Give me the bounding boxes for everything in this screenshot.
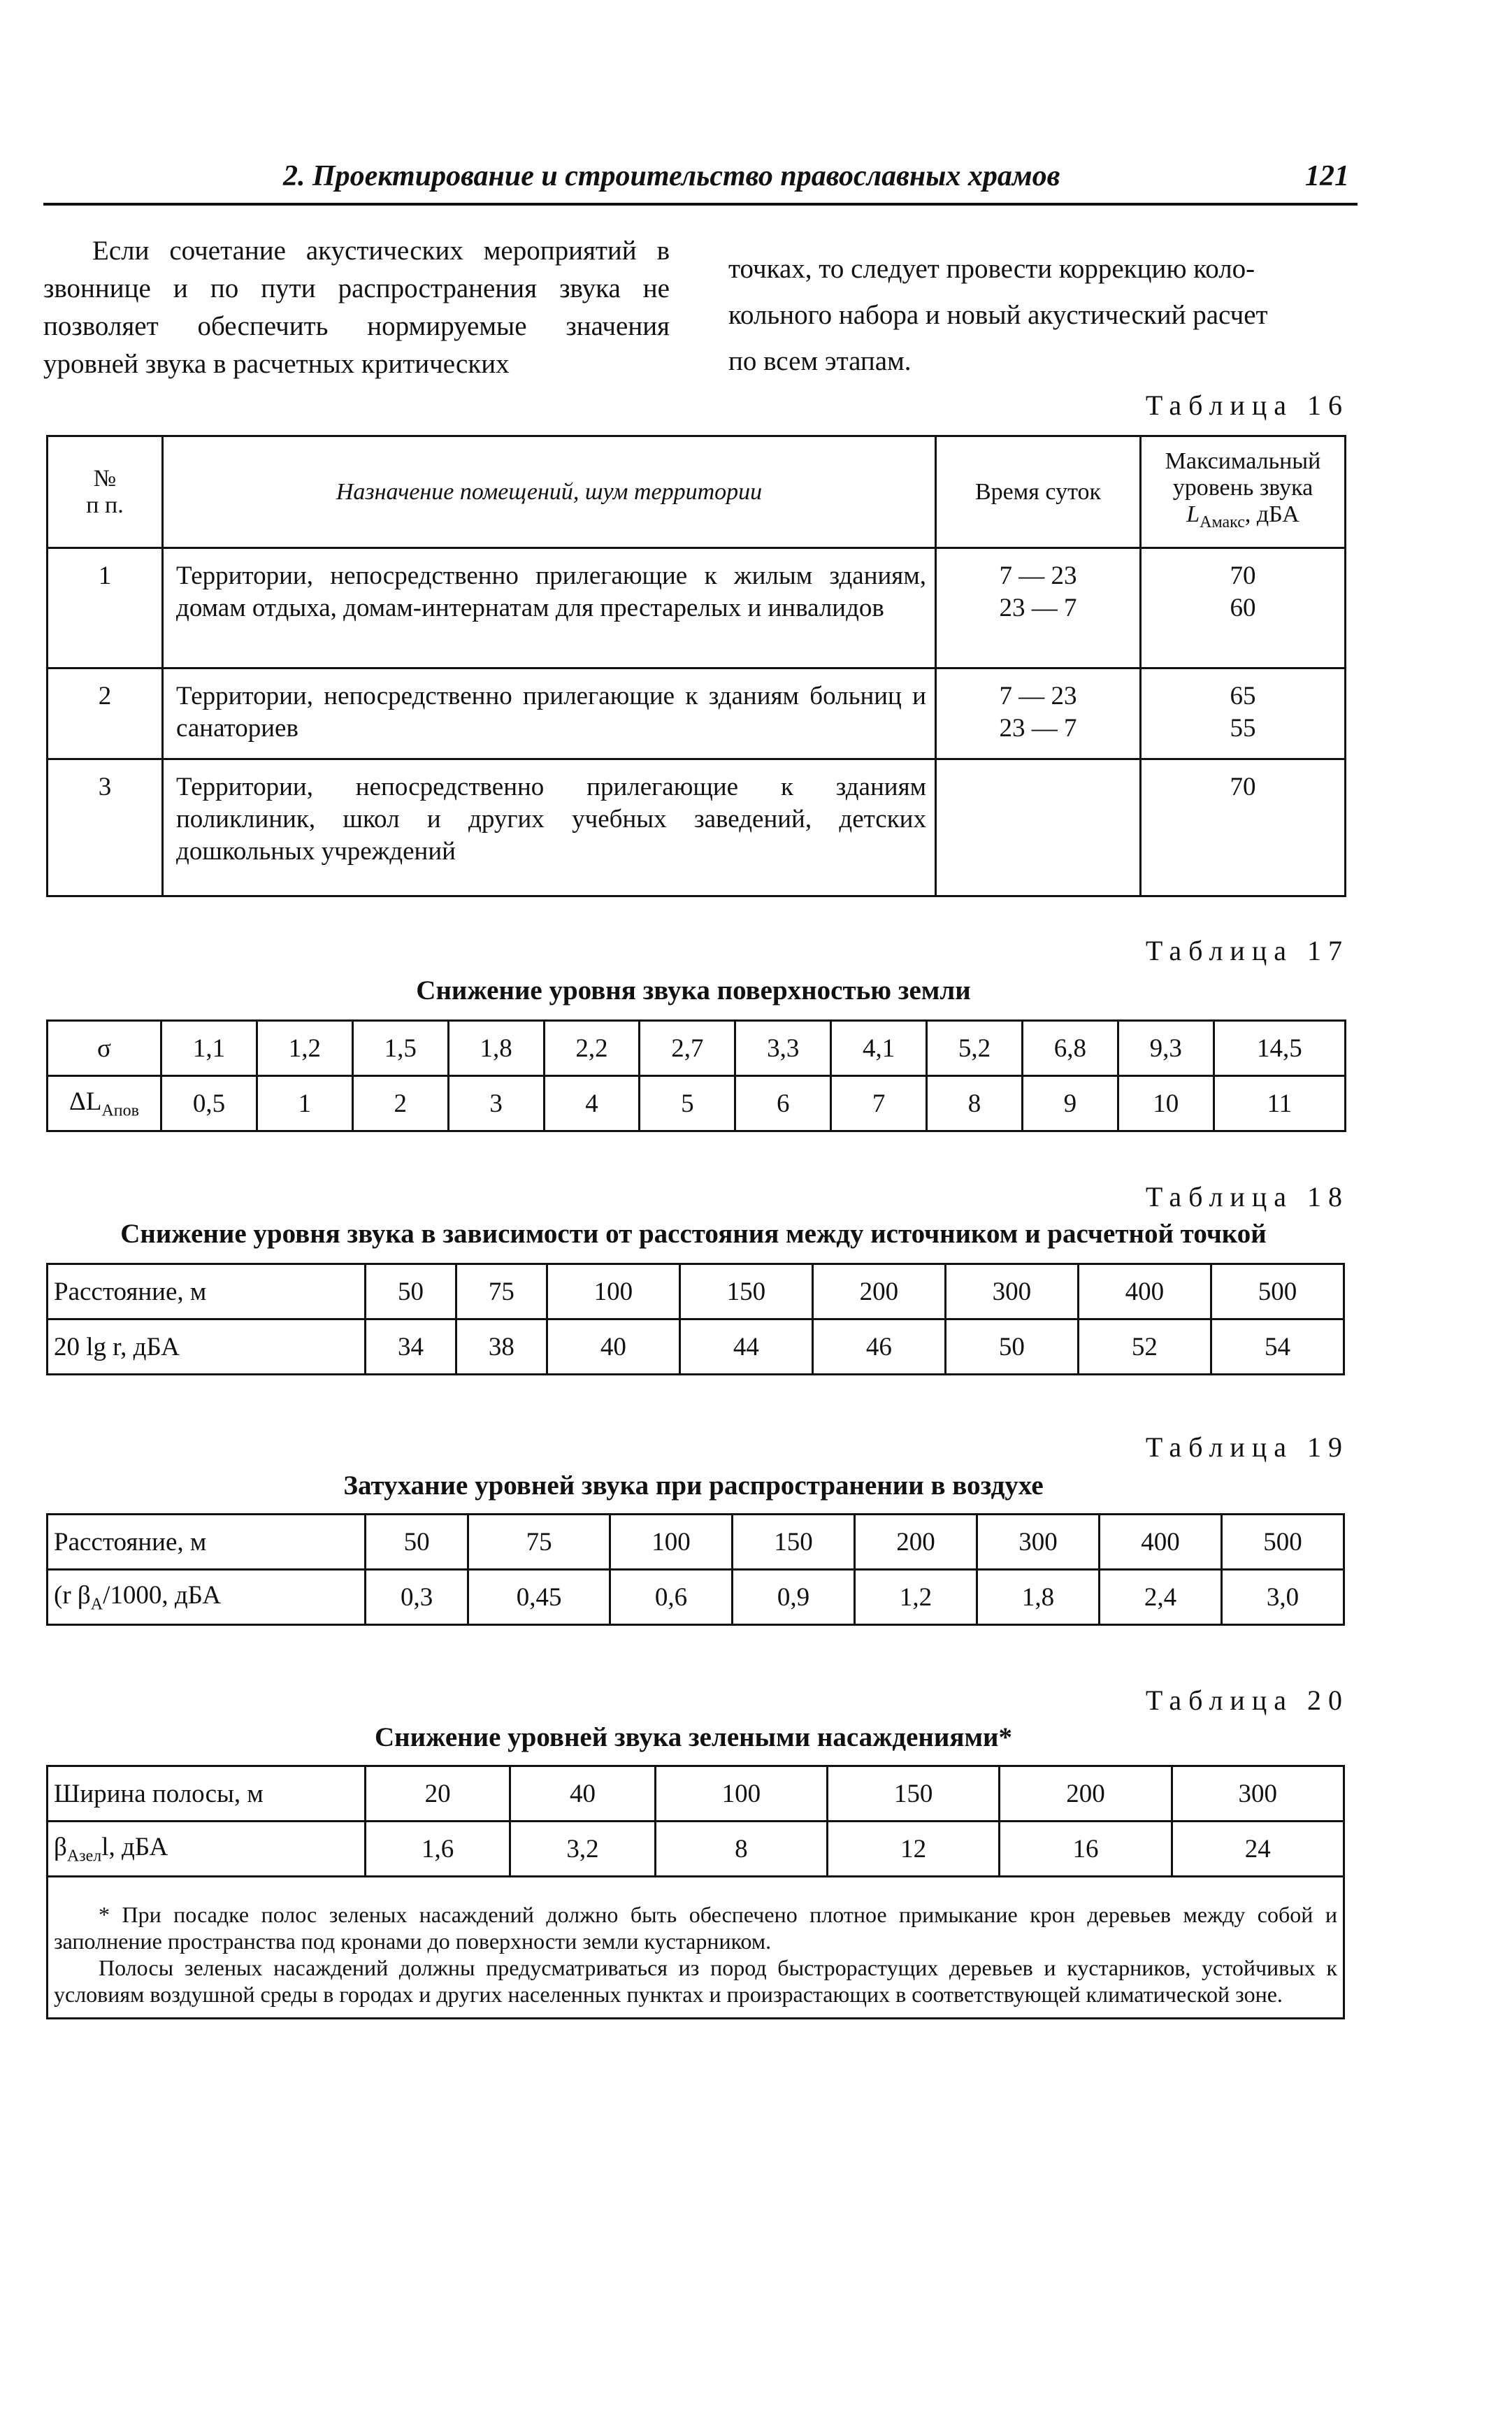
table-cell: 150	[732, 1515, 854, 1570]
table-cell: 2,2	[544, 1021, 640, 1076]
table18	[46, 1263, 1345, 1375]
table-row	[48, 1570, 1344, 1625]
table20-note-row	[48, 1877, 1344, 2019]
table-cell: 1,1	[161, 1021, 257, 1076]
table17-row1-label: σ	[48, 1021, 161, 1076]
table17	[46, 1020, 1346, 1132]
table-cell: 40	[510, 1766, 655, 1822]
table20-title: Снижение уровней звука зелеными насаждениями*	[374, 1722, 1013, 1752]
table-cell: 40	[547, 1319, 679, 1375]
table-cell: 3	[448, 1076, 544, 1131]
page-number: 121	[1305, 160, 1349, 192]
table-cell: 200	[1000, 1766, 1172, 1822]
table-cell: 1	[257, 1076, 352, 1131]
table-cell: 5	[640, 1076, 735, 1131]
table-cell: 500	[1211, 1264, 1344, 1319]
table20-note-2: Полосы зеленых насаждений должны предусматриваться из пород быстрорастущих деревьев и кустарников, устойчивых к условиям воздушной среды в городах и других населенных пунктах и произрастающих в соответствующей климатической зоне.	[54, 1955, 1337, 2007]
intro-right-line: точках, то следует провести коррекцию коло-	[728, 254, 1255, 284]
table16-header-time: Время суток	[936, 436, 1141, 548]
table-row	[48, 1766, 1344, 1822]
table-cell: 50	[366, 1264, 456, 1319]
table-cell: 200	[854, 1515, 977, 1570]
table16-header-num: № п п.	[48, 436, 163, 548]
table-cell: 44	[679, 1319, 812, 1375]
table-cell: 0,9	[732, 1570, 854, 1625]
table20-caption: Таблица 20	[1145, 1684, 1349, 1716]
page-header-title: 2. Проектирование и строительство православных храмов	[283, 160, 1060, 192]
table-cell: 75	[456, 1264, 547, 1319]
table-row	[48, 1822, 1344, 1877]
table-cell: 3,3	[735, 1021, 831, 1076]
table17-row2-label: $\Delta L_{Апов}$	[48, 1076, 161, 1131]
table-cell: 7	[831, 1076, 927, 1131]
table-row: 3 Территории, непосредственно прилегающие к зданиям поликлиник, школ и других учебных заведений, детских дошкольных учреждений 70	[48, 759, 1346, 896]
table-cell: 100	[655, 1766, 827, 1822]
table18-title: Снижение уровня звука в зависимости от расстояния между источником и расчетной точкой	[120, 1219, 1267, 1249]
table-cell: 16	[1000, 1822, 1172, 1877]
table-row	[48, 1076, 1346, 1131]
table-cell: 50	[945, 1319, 1078, 1375]
table-cell: 1,2	[257, 1021, 352, 1076]
table16	[46, 435, 1346, 897]
table20-note	[48, 1877, 1344, 2019]
table19	[46, 1513, 1345, 1626]
table-cell: 50	[366, 1515, 468, 1570]
table18-row2-label: 20 lg r, дБА	[48, 1319, 366, 1375]
table16-header-purpose: Назначение помещений, шум территории	[163, 436, 936, 548]
table-row: 1 Территории, непосредственно прилегающие к жилым зданиям, домам отдыха, домам-интернатам для престарелых и инвалидов 7 — 23 23 — 7 70 60	[48, 548, 1346, 668]
table-cell: 0,3	[366, 1570, 468, 1625]
table-cell: 46	[812, 1319, 945, 1375]
table20-note-1: * При посадке полос зеленых насаждений должно быть обеспечено плотное примыкание крон деревьев между собой и заполнение пространства под кронами до поверхности земли кустарником.	[54, 1902, 1337, 1954]
table-cell: 0,45	[468, 1570, 610, 1625]
table-cell: 6,8	[1022, 1021, 1118, 1076]
table-cell: 300	[945, 1264, 1078, 1319]
table-cell: 6	[735, 1076, 831, 1131]
table-cell: 8	[655, 1822, 827, 1877]
table-cell: 8	[927, 1076, 1023, 1131]
table-cell: 1,2	[854, 1570, 977, 1625]
table19-row1-label: Расстояние, м	[48, 1515, 366, 1570]
table20-row2-label: $\beta_{Азел}l$, дБА	[48, 1822, 366, 1877]
table-cell: 300	[977, 1515, 1099, 1570]
table19-caption: Таблица 19	[1145, 1431, 1349, 1463]
table-cell: 1,8	[448, 1021, 544, 1076]
table17-caption: Таблица 17	[1145, 935, 1349, 966]
table-cell: 1,6	[366, 1822, 510, 1877]
table-cell: 3,2	[510, 1822, 655, 1877]
table-cell: 150	[828, 1766, 1000, 1822]
table-row	[48, 1319, 1344, 1375]
table-cell: 9,3	[1118, 1021, 1214, 1076]
table-cell: 14,5	[1214, 1021, 1345, 1076]
table-cell: 400	[1078, 1264, 1211, 1319]
intro-right-line: по всем этапам.	[728, 346, 912, 376]
table-row	[48, 1264, 1344, 1319]
table-cell: 150	[679, 1264, 812, 1319]
table-cell: 1,5	[352, 1021, 448, 1076]
table-cell: 20	[366, 1766, 510, 1822]
table19-row2-label: (r $\beta_А/1000$, дБА	[48, 1570, 366, 1625]
table16-caption: Таблица 16	[1145, 389, 1349, 421]
table-cell: 3,0	[1221, 1570, 1344, 1625]
intro-right-line: кольного набора и новый акустический расчет	[728, 300, 1268, 330]
header-rule	[43, 203, 1358, 206]
table-cell: 24	[1172, 1822, 1344, 1877]
table-cell: 4	[544, 1076, 640, 1131]
table-cell: 9	[1022, 1076, 1118, 1131]
table-cell: 2	[352, 1076, 448, 1131]
table20	[46, 1765, 1345, 2019]
intro-left-paragraph: Если сочетание акустических мероприятий в звоннице и по пути распространения звука не позволяет обеспечить нормируемые значения уровней звука в расчетных критических	[43, 236, 670, 379]
table17-title: Снижение уровня звука поверхностью земли	[416, 975, 971, 1006]
table-cell: 0,6	[610, 1570, 732, 1625]
table18-row1-label: Расстояние, м	[48, 1264, 366, 1319]
table-row	[48, 1515, 1344, 1570]
table-cell: 300	[1172, 1766, 1344, 1822]
table-cell: 2,4	[1099, 1570, 1221, 1625]
table-row: 2 Территории, непосредственно прилегающие к зданиям больниц и санаториев 7 — 23 23 — 7 65 55	[48, 668, 1346, 759]
table-cell: 400	[1099, 1515, 1221, 1570]
table16-header-level: Максимальный уровень звука $L_{Амакс}$, дБА	[1141, 436, 1346, 548]
table-cell: 1,8	[977, 1570, 1099, 1625]
table-cell: 12	[828, 1822, 1000, 1877]
intro-right-paragraph	[728, 246, 1348, 385]
table-cell: 200	[812, 1264, 945, 1319]
table-row	[48, 1021, 1346, 1076]
table-cell: 100	[610, 1515, 732, 1570]
table-cell: 52	[1078, 1319, 1211, 1375]
table-cell: 38	[456, 1319, 547, 1375]
table18-caption: Таблица 18	[1145, 1181, 1349, 1212]
table-cell: 500	[1221, 1515, 1344, 1570]
table-cell: 0,5	[161, 1076, 257, 1131]
table-cell: 34	[366, 1319, 456, 1375]
table19-title: Затухание уровней звука при распространении в воздухе	[343, 1471, 1044, 1501]
table-cell: 54	[1211, 1319, 1344, 1375]
table-cell: 5,2	[927, 1021, 1023, 1076]
table-cell: 10	[1118, 1076, 1214, 1131]
table-cell: 75	[468, 1515, 610, 1570]
table20-row1-label: Ширина полосы, м	[48, 1766, 366, 1822]
table-cell: 4,1	[831, 1021, 927, 1076]
table-cell: 11	[1214, 1076, 1345, 1131]
table-cell: 100	[547, 1264, 679, 1319]
table-cell: 2,7	[640, 1021, 735, 1076]
